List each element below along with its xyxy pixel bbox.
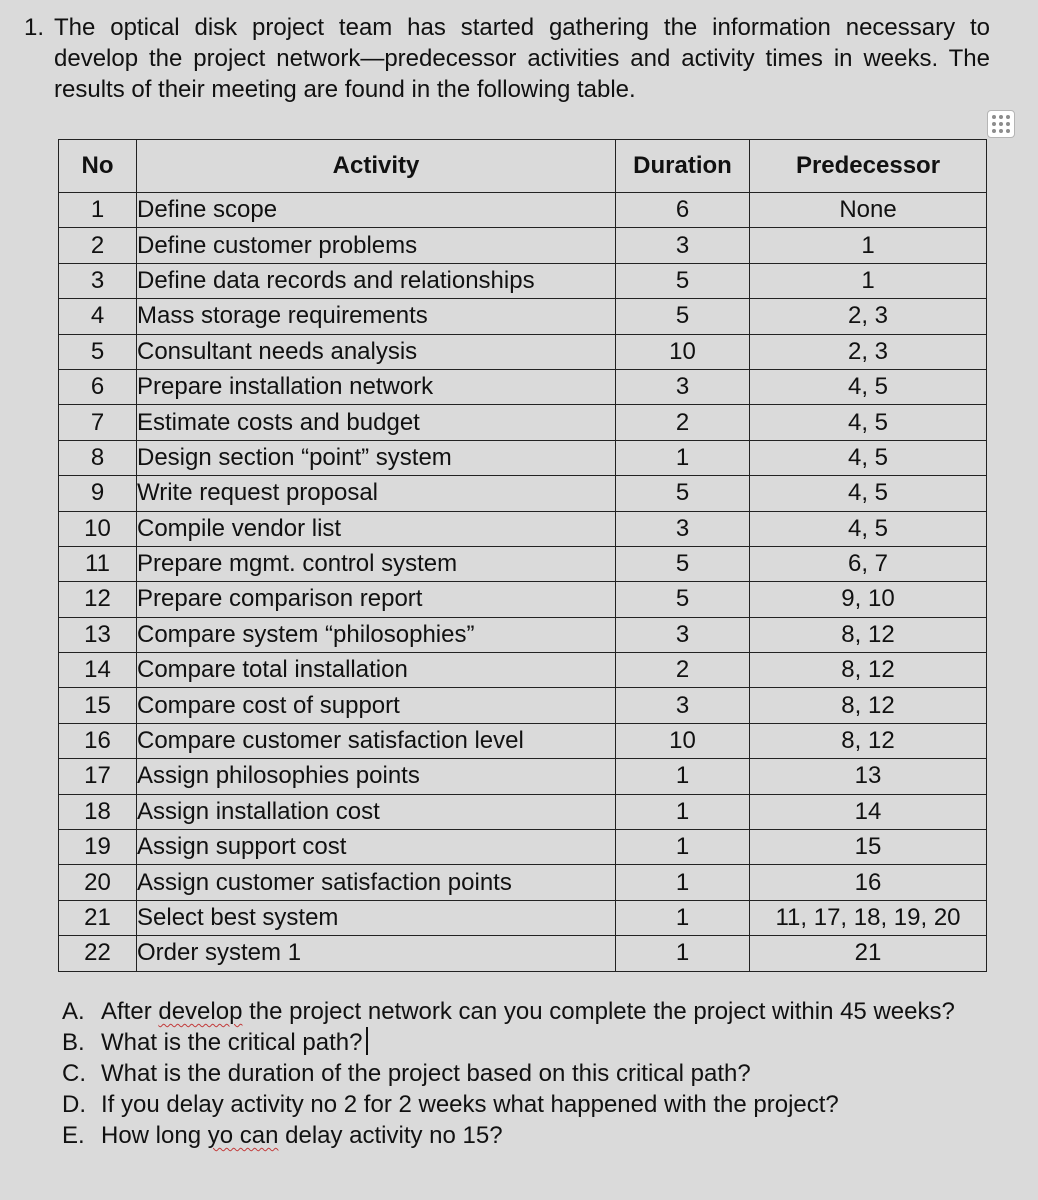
- cell-predecessor: 13: [750, 759, 987, 794]
- question-list: [62, 996, 992, 1151]
- cell-no: 19: [59, 830, 137, 865]
- cell-duration: 1: [616, 865, 750, 900]
- cell-activity: Define data records and relationships: [137, 263, 616, 298]
- table-row: [59, 546, 987, 581]
- cell-predecessor: 15: [750, 830, 987, 865]
- cell-no: 5: [59, 334, 137, 369]
- table-row: [59, 830, 987, 865]
- cell-duration: 3: [616, 688, 750, 723]
- cell-no: 17: [59, 759, 137, 794]
- cell-predecessor: 2, 3: [750, 334, 987, 369]
- cell-activity: Assign installation cost: [137, 794, 616, 829]
- cell-activity: Assign support cost: [137, 830, 616, 865]
- cell-no: 18: [59, 794, 137, 829]
- question-b: [62, 1027, 992, 1058]
- cell-predecessor: 14: [750, 794, 987, 829]
- cell-predecessor: 4, 5: [750, 476, 987, 511]
- cell-no: 16: [59, 723, 137, 758]
- cell-no: 21: [59, 900, 137, 935]
- cell-activity: Compare system “philosophies”: [137, 617, 616, 652]
- cell-no: 7: [59, 405, 137, 440]
- cell-duration: 1: [616, 936, 750, 971]
- cell-activity: Estimate costs and budget: [137, 405, 616, 440]
- cell-duration: 10: [616, 723, 750, 758]
- cell-activity: Mass storage requirements: [137, 299, 616, 334]
- drag-handle-icon[interactable]: [987, 110, 1015, 138]
- header-duration: Duration: [616, 140, 750, 193]
- cell-predecessor: 1: [750, 228, 987, 263]
- cell-activity: Design section “point” system: [137, 440, 616, 475]
- cell-duration: 1: [616, 900, 750, 935]
- cell-no: 22: [59, 936, 137, 971]
- cell-no: 2: [59, 228, 137, 263]
- table-row: [59, 653, 987, 688]
- question-text-start: After: [101, 998, 159, 1025]
- table-row: [59, 228, 987, 263]
- cell-activity: Prepare comparison report: [137, 582, 616, 617]
- cell-no: 11: [59, 546, 137, 581]
- cell-duration: 1: [616, 794, 750, 829]
- cell-no: 14: [59, 653, 137, 688]
- cell-no: 8: [59, 440, 137, 475]
- cell-predecessor: 4, 5: [750, 511, 987, 546]
- problem-text: The optical disk project team has started gathering the information necessary to develop the project network—predecessor activities and activity times in weeks. The results of their meeting are found in the following table.: [54, 14, 990, 103]
- cell-predecessor: 4, 5: [750, 440, 987, 475]
- cell-predecessor: 11, 17, 18, 19, 20: [750, 900, 987, 935]
- cell-activity: Order system 1: [137, 936, 616, 971]
- table-row: [59, 263, 987, 298]
- cell-predecessor: 9, 10: [750, 582, 987, 617]
- cell-predecessor: None: [750, 193, 987, 228]
- question-a: [62, 996, 992, 1027]
- table-row: [59, 440, 987, 475]
- cell-predecessor: 21: [750, 936, 987, 971]
- question-d: [62, 1089, 992, 1120]
- question-letter: D.: [62, 1091, 86, 1118]
- cell-no: 10: [59, 511, 137, 546]
- activity-table: [58, 139, 987, 972]
- cell-duration: 2: [616, 405, 750, 440]
- cell-duration: 3: [616, 617, 750, 652]
- question-letter: C.: [62, 1060, 86, 1087]
- cell-no: 4: [59, 299, 137, 334]
- spellcheck-flagged-word[interactable]: develop: [158, 998, 243, 1025]
- table-row: [59, 405, 987, 440]
- cell-predecessor: 6, 7: [750, 546, 987, 581]
- question-letter: B.: [62, 1029, 85, 1056]
- cell-no: 13: [59, 617, 137, 652]
- table-row: [59, 794, 987, 829]
- cell-predecessor: 2, 3: [750, 299, 987, 334]
- question-text-start: How long: [101, 1122, 208, 1149]
- cell-activity: Compare cost of support: [137, 688, 616, 723]
- cell-activity: Consultant needs analysis: [137, 334, 616, 369]
- header-activity: Activity: [137, 140, 616, 193]
- question-text-end: delay activity no 15?: [278, 1122, 503, 1149]
- question-text-end: the project network can you complete the project within 45 weeks?: [242, 998, 955, 1025]
- cell-predecessor: 8, 12: [750, 723, 987, 758]
- cell-activity: Compare total installation: [137, 653, 616, 688]
- question-text: What is the duration of the project based on this critical path?: [101, 1060, 751, 1087]
- cell-duration: 5: [616, 299, 750, 334]
- cell-duration: 1: [616, 440, 750, 475]
- table-row: [59, 759, 987, 794]
- cell-predecessor: 8, 12: [750, 617, 987, 652]
- cell-duration: 3: [616, 369, 750, 404]
- table-row: [59, 369, 987, 404]
- cell-duration: 3: [616, 511, 750, 546]
- cell-no: 6: [59, 369, 137, 404]
- cell-predecessor: 8, 12: [750, 688, 987, 723]
- header-no: No: [59, 140, 137, 193]
- question-text: If you delay activity no 2 for 2 weeks what happened with the project?: [101, 1091, 839, 1118]
- cell-duration: 2: [616, 653, 750, 688]
- spellcheck-flagged-word[interactable]: yo can: [207, 1122, 279, 1149]
- cell-predecessor: 4, 5: [750, 405, 987, 440]
- cell-no: 9: [59, 476, 137, 511]
- table-row: [59, 299, 987, 334]
- cell-activity: Select best system: [137, 900, 616, 935]
- table-row: [59, 900, 987, 935]
- problem-statement: [24, 12, 990, 105]
- cell-no: 15: [59, 688, 137, 723]
- cell-activity: Define customer problems: [137, 228, 616, 263]
- cell-activity: Prepare installation network: [137, 369, 616, 404]
- cell-activity: Assign customer satisfaction points: [137, 865, 616, 900]
- cell-activity: Assign philosophies points: [137, 759, 616, 794]
- cell-duration: 3: [616, 228, 750, 263]
- question-c: [62, 1058, 992, 1089]
- table-row: [59, 334, 987, 369]
- cell-duration: 10: [616, 334, 750, 369]
- question-text: What is the critical path?: [101, 1029, 363, 1056]
- cell-predecessor: 8, 12: [750, 653, 987, 688]
- question-letter: E.: [62, 1122, 85, 1149]
- table-header-row: [59, 140, 987, 193]
- text-cursor[interactable]: [366, 1027, 368, 1055]
- cell-duration: 1: [616, 830, 750, 865]
- cell-predecessor: 1: [750, 263, 987, 298]
- table-row: [59, 511, 987, 546]
- cell-duration: 6: [616, 193, 750, 228]
- cell-activity: Compare customer satisfaction level: [137, 723, 616, 758]
- table-row: [59, 865, 987, 900]
- cell-duration: 1: [616, 759, 750, 794]
- question-letter: A.: [62, 998, 85, 1025]
- cell-activity: Write request proposal: [137, 476, 616, 511]
- table-row: [59, 936, 987, 971]
- cell-no: 12: [59, 582, 137, 617]
- table-row: [59, 476, 987, 511]
- table-row: [59, 617, 987, 652]
- cell-activity: Define scope: [137, 193, 616, 228]
- cell-predecessor: 4, 5: [750, 369, 987, 404]
- cell-no: 20: [59, 865, 137, 900]
- table-row: [59, 582, 987, 617]
- cell-no: 3: [59, 263, 137, 298]
- table-row: [59, 193, 987, 228]
- header-predecessor: Predecessor: [750, 140, 987, 193]
- table-row: [59, 688, 987, 723]
- problem-number: 1.: [24, 14, 45, 41]
- cell-predecessor: 16: [750, 865, 987, 900]
- cell-duration: 5: [616, 546, 750, 581]
- cell-activity: Compile vendor list: [137, 511, 616, 546]
- cell-duration: 5: [616, 582, 750, 617]
- cell-no: 1: [59, 193, 137, 228]
- cell-duration: 5: [616, 476, 750, 511]
- question-e: [62, 1120, 992, 1151]
- table-row: [59, 723, 987, 758]
- cell-duration: 5: [616, 263, 750, 298]
- cell-activity: Prepare mgmt. control system: [137, 546, 616, 581]
